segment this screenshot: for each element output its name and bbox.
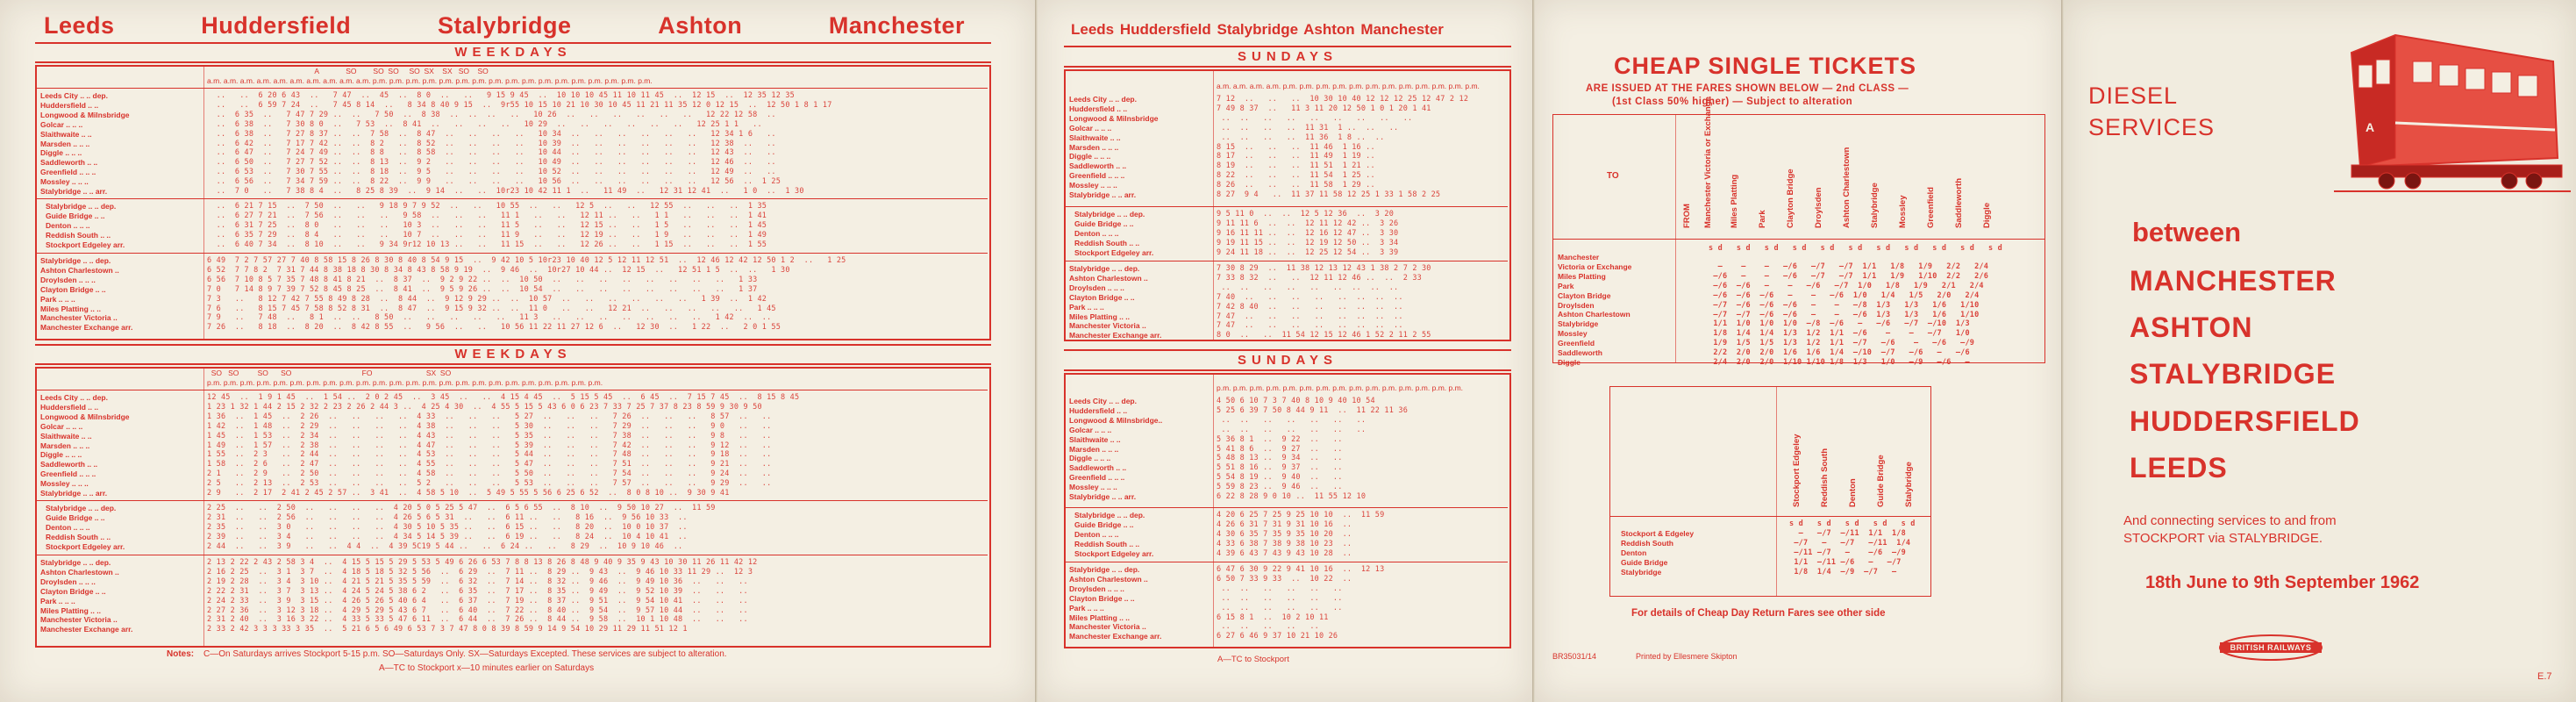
- section-rule-7: [1066, 507, 1508, 508]
- col-saddleworth: Saddleworth: [1954, 177, 1964, 228]
- col-mossley: Mossley: [1898, 195, 1908, 228]
- sunday-timetable-panel: [1038, 0, 1532, 702]
- band-rule: [35, 61, 991, 63]
- times-bottom-section-b: 2 25 .. .. 2 50 .. .. .. .. 4 20 5 0 5 25 5 47 .. 6 5 6 55 .. 8 10 .. 9 50 10 27 .. 11 59 2 31 .. .. 2 56 .. .. .. .. 4 26 5 6 5 31 .. .. 6 11 .. .. 8 16 .. 9 56 10 33 .. 2 35 .. .. 3 0 .. .. .. .. 4 30 5 10 5 35 .. .. 6 15 .. .. 8 20 .. 10 0 10 37 .. 2 39 .. .. 3 4 .. .. .. .. 4 34 5 14 5 39 .. .. 6 19 .. .. 8 24 .. 10 4 10 41 .. 2 44 .. .. 3 9 .. .. 4 4 .. 4 39 5C19 5 44 .. .. 6 24 .. .. 8 29 .. 10 9 10 46 ..: [207, 504, 716, 551]
- stations-top-section-a: Leeds City .. .. dep. Huddersfield .. .. Longwood & Milnsbridge Golcar .. .. .. Slaithwaite .. .. Marsden .. .. .. Diggle .. .. .. Saddleworth .. .. Greenfield .. .. .. Mossley .. .. .. Stalybridge .. .. arr.: [40, 91, 130, 197]
- col-manchester: Manchester Victoria or Exchange: [1703, 97, 1713, 228]
- fare-destinations: Manchester Victoria or Exchange Miles Platting Park Clayton Bridge Droylsden Ashton Charlestown Stalybridge Mossley Greenfield Saddleworth Diggle: [1558, 253, 1632, 367]
- header-rule: [37, 88, 988, 89]
- sunday-times-top-c: 7 30 8 29 .. 11 38 12 13 12 43 1 38 2 7 2 30 7 33 8 32 .. .. 12 11 12 46 .. .. 2 33 .. .. .. .. .. .. .. .. .. 7 40 .. .. .. .. .. .. .. .. 7 42 8 40 .. .. .. .. .. .. .. 7 47 .. .. .. .. .. .. .. .. 7 47 .. .. .. .. .. .. .. .. 8 0 .. .. 11 54 12 15 12 46 1 52 2 11 2 55: [1217, 264, 1431, 340]
- cheap-tickets-subtitle-2: (1st Class 50% higher) — Subject to alteration: [1612, 97, 1853, 107]
- cheap-tickets-panel: [1535, 0, 2061, 702]
- sunday-times-top-a: 7 12 .. .. .. 10 30 10 40 12 12 12 25 12 47 2 12 7 49 8 37 .. 11 3 11 20 12 50 1 0 1 20 1 41 .. .. .. .. .. .. .. .. .. .. .. .. .. 11 31 1 .. .. .. .. .. .. .. 11 36 1 8 .. .. 8 15 .. .. .. 11 46 1 16 .. 8 17 .. .. .. 11 49 1 19 .. 8 19 .. .. .. 11 51 1 21 .. 8 22 .. .. .. 11 54 1 25 .. 8 26 .. .. .. 11 58 1 29 .. 8 27 9 4 .. 11 37 11 58 12 25 1 33 1 58 2 25: [1217, 95, 1469, 200]
- place-leeds: LEEDS: [2130, 452, 2228, 484]
- logo-text: BRITISH RAILWAYS: [2230, 643, 2312, 652]
- times-top-section-c: 6 49 7 2 7 57 27 7 40 8 58 15 8 26 8 30 8 40 8 54 9 15 .. 9 42 10 5 10r23 10 40 12 5 12 11 12 51 .. 12 46 12 42 12 50 1 2 .. 1 25 6 52 7 7 8 2 7 31 7 44 8 38 18 8 30 8 34 8 43 8 58 9 19 .. 9 46 .. 10r27 10 44 .. 12 15 .. 12 51 1 5 .. .. 1 30 6 56 7 10 8 5 7 35 7 48 8 41 8 21 .. 8 37 .. 9 2 9 22 .. .. 10 50 .. .. .. .. .. .. .. .. 1 33 7 0 7 14 8 9 7 39 7 52 8 45 8 25 .. 8 41 .. 9 5 9 26 .. .. 10 54 .. .. .. .. .. .. .. .. 1 37 7 3 .. 8 12 7 42 7 55 8 49 8 28 .. 8 44 .. 9 12 9 29 .. .. 10 57 .. .. .. .. .. .. 1 39 .. 1 42 7 6 .. 8 15 7 45 7 58 8 52 8 31 .. 8 47 .. 9 15 9 32 .. .. 11 0 .. .. 12 21 .. .. .. .. .. 1 45 7 9 .. 7 48 .. 8 1 .. .. 8 50 .. .. .. .. .. 11 3 .. .. .. .. .. .. .. 1 42 .. .. 7 26 .. 8 18 .. 8 20 .. 8 42 8 55 .. 9 56 .. .. 10 56 11 22 11 27 12 6 .. 12 30 .. 1 22 .. 2 0 1 55: [207, 256, 846, 333]
- between-word: between: [2132, 217, 2242, 247]
- sunday-stations-top-c: Stalybridge .. .. dep. Ashton Charlestown .. Droylsden .. .. .. Clayton Bridge .. .. Park .. .. .. Miles Platting .. .. Manchester Victoria .. Manchester Exchange arr.: [1069, 264, 1162, 340]
- col-greenfield: Greenfield: [1926, 187, 1936, 228]
- station-column-divider-3: [1213, 69, 1214, 340]
- connecting-services-line-1: And connecting services to and from: [2123, 513, 2337, 528]
- station-column-divider-2: [203, 367, 204, 646]
- service-codes-row-2: SO SO SO SO FO SX SO: [207, 369, 452, 377]
- times-bottom-section-c: 2 13 2 22 2 43 2 58 3 4 .. 4 15 5 15 5 29 5 53 5 49 6 26 6 53 7 8 8 13 8 26 8 48 9 40 9 35 9 43 10 30 11 26 11 42 12 2 16 2 25 .. 3 1 3 7 .. 4 18 5 18 5 32 5 56 .. 6 29 .. 7 11 .. 8 29 .. 9 43 .. 9 46 10 33 11 29 .. 12 3 2 19 2 28 .. 3 4 3 10 .. 4 21 5 21 5 35 5 59 .. 6 32 .. 7 14 .. 8 32 .. 9 46 .. 9 49 10 36 .. .. .. 2 22 2 31 .. 3 7 3 13 .. 4 24 5 24 5 38 6 2 .. 6 35 .. 7 17 .. 8 35 .. 9 49 .. 9 52 10 39 .. .. .. 2 24 2 33 .. 3 9 3 15 .. 4 26 5 26 5 40 6 4 .. 6 37 .. 7 19 .. 8 37 .. 9 51 .. 9 54 10 41 .. .. .. 2 27 2 36 .. 3 12 3 18 .. 4 29 5 29 5 43 6 7 .. 6 40 .. 7 22 .. 8 40 .. 9 54 .. 9 57 10 44 .. .. .. 2 31 2 40 .. 3 16 3 22 .. 4 33 5 33 5 47 6 11 .. 6 44 .. 7 26 .. 8 44 .. 9 58 .. 10 1 10 48 .. .. .. 2 33 2 42 3 3 3 33 3 35 .. 5 21 6 5 6 49 6 53 7 3 7 47 8 0 8 39 8 59 9 14 9 54 10 29 11 29 11 51 12 1: [207, 558, 758, 634]
- col2-guide-bridge: Guide Bridge: [1876, 455, 1886, 507]
- stations-bottom-section-a: Leeds City .. .. dep. Huddersfield .. .. Longwood & Milnsbridge Golcar .. .. .. Slaithwaite .. .. Marsden .. .. .. Diggle .. .. .. Saddleworth .. .. Greenfield .. .. .. Mossley .. .. .. Stalybridge .. .. arr.: [40, 393, 130, 498]
- diesel-train-illustration: [2334, 26, 2571, 202]
- section-rule-3: [37, 500, 988, 501]
- col-clayton-bridge: Clayton Bridge: [1786, 168, 1795, 228]
- town-manchester: Manchester: [828, 12, 965, 39]
- town-stalybridge: Stalybridge: [437, 12, 572, 39]
- band-weekdays-bottom: WEEKDAYS: [454, 347, 572, 362]
- town-leeds: Leeds: [44, 12, 115, 39]
- ampm-row-3: a.m. a.m. a.m. a.m. p.m. p.m. p.m. p.m. p.m. p.m. p.m. p.m. p.m. p.m. p.m. p.m.: [1217, 82, 1480, 90]
- service-codes-row: A SO SO SO SO SX SX SO SO: [207, 67, 489, 75]
- british-railways-logo: [2216, 634, 2325, 662]
- ampm-row: a.m. a.m. a.m. a.m. a.m. a.m. a.m. a.m. a.m. a.m. p.m. p.m. p.m. p.m. p.m. p.m. p.m. p.m. p.m. p.m. p.m. p.m. p.m. p.m. p.m. p.m. p.m.: [207, 76, 653, 85]
- sunday-stations-bottom-c: Stalybridge .. .. dep. Ashton Charlestown .. Droylsden .. .. .. Clayton Bridge .. .. Park .. .. .. Miles Platting .. .. Manchester Victoria .. Manchester Exchange arr.: [1069, 565, 1162, 641]
- sunday-stations-bottom-b: Stalybridge .. .. dep. Guide Bridge .. .. Denton .. .. .. Reddish South .. .. Stockport Edgeley arr.: [1074, 511, 1154, 558]
- stations-top-section-c: Stalybridge .. .. dep. Ashton Charlestown .. Droylsden .. .. .. Clayton Bridge .. .. Park .. .. .. Miles Platting .. .. Manchester Victoria .. Manchester Exchange arr.: [40, 256, 133, 333]
- svg-text:A: A: [2365, 120, 2375, 134]
- place-stalybridge: STALYBRIDGE: [2130, 358, 2337, 390]
- leaflet-code: E.7: [2537, 671, 2552, 682]
- col-miles-platting: Miles Platting: [1730, 174, 1739, 228]
- sunday-note: A—TC to Stockport: [1217, 655, 1289, 664]
- from-header: FROM: [1682, 204, 1692, 228]
- station-column-divider: [203, 65, 204, 339]
- stockport-header-rule: [1609, 516, 1931, 517]
- notes-line-2: A—TC to Stockport x—10 minutes earlier on Saturdays: [379, 663, 595, 673]
- col-droylsden: Droylsden: [1814, 187, 1823, 228]
- sunday-times-top-b: 9 5 11 0 .. .. 12 5 12 36 .. 3 20 9 11 11 6 .. .. 12 11 12 42 .. 3 26 9 16 11 11 .. .. 12 16 12 47 .. 3 30 9 19 11 15 .. .. 12 19 12 50 .. 3 34 9 24 11 18 .. .. 12 25 12 54 .. 3 39: [1217, 210, 1399, 257]
- sunday-stations-bottom-a: Leeds City .. .. dep. Huddersfield .. .. Longwood & Milnsbridge.. Golcar .. .. .. Slaithwaite .. .. Marsden .. .. .. Diggle .. .. .. Saddleworth .. .. Greenfield .. .. .. Mossley .. .. .. Stalybridge .. .. arr.: [1069, 397, 1163, 502]
- sunday-times-bottom-b: 4 20 6 25 7 25 9 25 10 10 .. 11 59 4 26 6 31 7 31 9 31 10 16 .. 4 30 6 35 7 35 9 35 10 20 .. 4 33 6 38 7 38 9 38 10 23 .. 4 39 6 43 7 43 9 43 10 28 ..: [1217, 511, 1385, 558]
- sunday-times-bottom-c: 6 47 6 30 9 22 9 41 10 16 .. 12 13 6 50 7 33 9 33 .. 10 22 .. .. .. .. .. .. .. .. .. .. .. .. .. .. .. .. .. .. .. 6 15 8 1 .. 10 2 10 11 .. .. .. .. .. 6 27 6 46 9 37 10 21 10 26: [1217, 565, 1385, 641]
- band-sundays-top: SUNDAYS: [1238, 49, 1338, 64]
- sunday-stations-top-b: Stalybridge .. .. dep. Guide Bridge .. .. Denton .. .. .. Reddish South .. .. Stockport Edgeley arr.: [1074, 210, 1154, 257]
- stations-bottom-section-c: Stalybridge .. .. dep. Ashton Charlestown .. Droylsden .. .. .. Clayton Bridge .. .. Park .. .. .. Miles Platting .. .. Manchester Victoria .. Manchester Exchange arr.: [40, 558, 133, 634]
- col-diggle: Diggle: [1982, 202, 1992, 228]
- connecting-services-line-2: STOCKPORT via STALYBRIDGE.: [2123, 531, 2323, 546]
- town-huddersfield: Huddersfield: [201, 12, 352, 39]
- col2-denton: Denton: [1848, 478, 1858, 507]
- ampm-row-2: p.m. p.m. p.m. p.m. p.m. p.m. p.m. p.m. p.m. p.m. p.m. p.m. p.m. p.m. p.m. p.m. p.m. p.m. p.m. p.m. p.m. p.m. p.m. p.m.: [207, 378, 603, 387]
- section-rule-2: [37, 253, 988, 254]
- town-ashton: Ashton: [658, 12, 743, 39]
- top-rule: [35, 42, 991, 44]
- band-sundays-bottom: SUNDAYS: [1238, 353, 1338, 368]
- col-park: Park: [1758, 210, 1767, 228]
- col2-stockport: Stockport Edgeley: [1792, 433, 1802, 507]
- fares-units-row: s d s d s d s d s d s d s d s d s d s d s d: [1709, 244, 2002, 253]
- diesel-heading: DIESEL: [2088, 82, 2179, 109]
- stations-top-section-b: Stalybridge .. .. dep. Guide Bridge .. .. Denton .. .. .. Reddish South .. .. Stockport Edgeley arr.: [46, 202, 125, 249]
- fares-header-rule: [1552, 239, 2045, 240]
- stations-bottom-section-b: Stalybridge .. .. dep. Guide Bridge .. .. Denton .. .. .. Reddish South .. .. Stockport Edgeley arr.: [46, 504, 125, 551]
- times-top-section-b: .. 6 21 7 15 .. 7 50 .. .. 9 18 9 7 9 52 .. .. 10 55 .. .. 12 5 .. .. 12 55 .. .. .. 1 35 .. 6 27 7 21 .. 7 56 .. .. .. 9 58 .. .. .. 11 1 .. .. 12 11 .. .. 1 1 .. .. .. 1 41 .. 6 31 7 25 .. 8 0 .. .. .. 10 3 .. .. .. 11 5 .. .. 12 15 .. .. 1 5 .. .. .. 1 45 .. 6 35 7 29 .. 8 4 .. .. .. 10 7 .. .. .. 11 9 .. .. 12 19 .. .. 1 9 .. .. .. 1 49 .. 6 40 7 34 .. 8 10 .. .. 9 34 9r12 10 13 .. .. 11 15 .. .. 12 26 .. .. 1 15 .. .. .. 1 55: [216, 202, 767, 249]
- notes-label: Notes:: [167, 649, 195, 659]
- cover-panel: [2064, 0, 2576, 702]
- to-label: TO: [1607, 171, 1619, 181]
- notes-line-1: C—On Saturdays arrives Stockport 5-15 p.m. SO—Saturdays Only. SX—Saturdays Excepted. These services are subject to alteration.: [203, 649, 727, 659]
- bottom-band-rule-4: [1064, 369, 1511, 371]
- weekday-timetable-panel: [0, 0, 1035, 702]
- print-reference: BR35031/14: [1552, 652, 1597, 661]
- stockport-fare-values: — —/7 —/11 1/1 1/8 —/7 — —/7 —/11 1/4 —/11 —/7 — —/6 —/9 1/1 —/11 —/6 — —/7 1/8 1/4 —/9 —/7 —: [1789, 529, 1911, 577]
- printer-credit: Printed by Ellesmere Skipton: [1636, 652, 1738, 661]
- col-ashton-charlestown: Ashton Charlestown: [1842, 147, 1852, 228]
- fare-values: — — — —/6 —/7 —/7 1/1 1/8 1/9 2/2 2/4 —/6 — — —/6 —/7 —/7 1/1 1/9 1/10 2/2 2/6 —/6 —/6 — — —/6 —/7 1/0 1/8 1/9 2/1 2/4 —/6 —/6 —/6 — — —/6 1/0 1/4 1/5 2/0 2/4 —/7 —/6 —/6 —/6 — — —/8 1/3 1/3 1/6 1/10 —/7 —/7 —/6 —/6 — — —/6 1/3 1/3 1/6 1/10 1/1 1/0 1/0 1/0 —/8 —/6 — —/6 —/7 —/10 1/3 1/8 1/4 1/4 1/3 1/2 1/1 —/6 — — —/7 1/0 1/9 1/5 1/5 1/3 1/2 1/1 —/7 —/6 — —/6 —/9 2/2 2/0 2/0 1/6 1/6 1/4 —/10 —/7 —/6 — —/6 2/4 2/0 2/0 1/10 1/10 1/8 1/3 1/0 —/9 —/6 —: [1709, 262, 1989, 368]
- sunday-times-bottom-a: 4 50 6 10 7 3 7 40 8 10 9 40 10 54 5 25 6 39 7 50 8 44 9 11 .. 11 22 11 36 .. .. .. .. .. .. .. .. .. .. .. .. .. .. 5 36 8 1 .. 9 22 .. .. 5 41 8 6 .. 9 27 .. .. 5 48 8 13 .. 9 34 .. .. 5 51 8 16 .. 9 37 .. .. 5 54 8 19 .. 9 40 .. .. 5 59 8 23 .. 9 46 .. .. 6 22 8 28 9 0 10 .. 11 55 12 10: [1217, 397, 1409, 502]
- times-bottom-section-a: 12 45 .. 1 9 1 45 .. 1 54 .. 2 0 2 45 .. 3 45 .. .. 4 15 4 45 .. 5 15 5 45 .. 6 45 .. 7 15 7 45 .. 8 15 8 45 1 23 1 32 1 44 2 15 2 32 2 23 2 26 2 44 3 .. 4 25 4 30 .. 4 55 5 15 5 43 6 0 6 23 7 33 7 25 7 37 8 23 8 59 9 30 9 50 1 36 .. 1 45 .. 2 26 .. .. .. .. 4 33 .. .. .. 5 27 .. .. .. 7 26 .. .. .. 8 57 .. .. 1 42 .. 1 48 .. 2 29 .. .. .. .. 4 38 .. .. .. 5 30 .. .. .. 7 29 .. .. .. 9 0 .. .. 1 45 .. 1 53 .. 2 34 .. .. .. .. 4 43 .. .. .. 5 35 .. .. .. 7 38 .. .. .. 9 8 .. .. 1 49 .. 1 57 .. 2 38 .. .. .. .. 4 47 .. .. .. 5 39 .. .. .. 7 42 .. .. .. 9 12 .. .. 1 55 .. 2 3 .. 2 44 .. .. .. .. 4 53 .. .. .. 5 44 .. .. .. 7 48 .. .. .. 9 18 .. .. 1 58 .. 2 6 .. 2 47 .. .. .. .. 4 55 .. .. .. 5 47 .. .. .. 7 51 .. .. .. 9 21 .. .. 2 1 .. 2 9 .. 2 50 .. .. .. .. 4 58 .. .. .. 5 50 .. .. .. 7 54 .. .. .. 9 24 .. .. 2 5 .. 2 13 .. 2 53 .. .. .. .. 5 2 .. .. .. 5 53 .. .. .. 7 57 .. .. .. 9 29 .. .. 2 9 .. 2 17 2 41 2 45 2 57 .. 3 41 .. 4 58 5 10 .. 5 49 5 55 5 56 6 25 6 52 .. 8 0 8 10 .. 9 30 9 41: [207, 393, 800, 498]
- col-stalybridge: Stalybridge: [1870, 183, 1880, 228]
- band-weekdays-top: WEEKDAYS: [454, 45, 572, 60]
- place-manchester: MANCHESTER: [2130, 265, 2337, 297]
- col2-reddish: Reddish South: [1820, 448, 1830, 507]
- section-rule: [37, 198, 988, 199]
- cheap-tickets-title: CHEAP SINGLE TICKETS: [1614, 53, 1917, 79]
- top-rule-2: [1064, 46, 1511, 47]
- sunday-stations-top-a: Leeds City .. .. dep. Huddersfield .. .. Longwood & Milnsbridge Golcar .. .. .. Slaithwaite .. .. Marsden .. .. .. Diggle .. .. .. Saddleworth .. .. Greenfield .. .. .. Mossley .. .. .. Stalybridge .. .. arr.: [1069, 95, 1159, 200]
- route-heading-sunday: Leeds Huddersfield Stalybridge Ashton Manchester: [1071, 21, 1444, 38]
- services-heading: SERVICES: [2088, 114, 2216, 140]
- stockport-divider: [1776, 386, 1777, 597]
- bottom-band-rule: [35, 344, 991, 346]
- stockport-destinations: Stockport & Edgeley Reddish South Denton Guide Bridge Stalybridge: [1621, 529, 1695, 577]
- stockport-units-row: s d s d s d s d s d: [1789, 519, 1916, 528]
- place-ashton: ASHTON: [2130, 312, 2253, 343]
- col2-stalybridge: Stalybridge: [1904, 462, 1914, 507]
- route-heading: [44, 12, 965, 39]
- bottom-band-rule-3: [1064, 349, 1511, 351]
- band-rule-3: [1064, 66, 1511, 68]
- day-return-note: For details of Cheap Day Return Fares see other side: [1631, 608, 1886, 619]
- validity-dates: 18th June to 9th September 1962: [2145, 573, 2420, 592]
- bottom-band-rule-2: [35, 363, 991, 365]
- ampm-row-4: p.m. p.m. p.m. p.m. p.m. p.m. p.m. p.m. p.m. p.m. p.m. p.m. p.m. p.m. p.m.: [1217, 383, 1464, 392]
- place-huddersfield: HUDDERSFIELD: [2130, 405, 2360, 437]
- section-rule-5: [1066, 206, 1508, 207]
- station-column-divider-4: [1213, 373, 1214, 647]
- times-top-section-a: .. .. 6 20 6 43 .. 7 47 .. 45 .. 8 0 .. .. 9 15 9 45 .. 10 10 10 45 11 10 11 45 .. 12 15 .. 12 35 12 35 .. .. 6 59 7 24 .. 7 45 8 14 .. 8 34 8 40 9 15 .. 9r55 10 15 10 21 10 30 10 45 11 21 11 35 12 0 12 15 .. 12 50 1 8 1 17 .. 6 35 .. 7 47 7 29 .. .. 7 50 .. 8 38 .. .. .. .. 10 26 .. .. .. .. .. .. 12 22 12 58 .. .. 6 38 .. 7 30 8 0 .. 7 53 .. 8 41 .. .. .. .. 10 29 .. .. .. .. .. .. 12 25 1 1 .. .. 6 38 .. 7 27 8 37 .. .. 7 58 .. 8 47 .. .. .. .. 10 34 .. .. .. .. .. .. 12 34 1 6 .. .. 6 42 .. 7 17 7 42 .. .. 8 2 .. 8 52 .. .. .. .. 10 39 .. .. .. .. .. .. 12 38 .. .. .. 6 47 .. 7 24 7 49 .. .. 8 8 .. 8 58 .. .. .. .. 10 44 .. .. .. .. .. .. 12 43 .. .. .. 6 50 .. 7 27 7 52 .. .. 8 13 .. 9 2 .. .. .. .. 10 49 .. .. .. .. .. .. 12 46 .. .. .. 6 53 .. 7 30 7 55 .. .. 8 18 .. 9 5 .. .. .. .. 10 52 .. .. .. .. .. .. 12 49 .. .. .. 6 56 .. 7 34 7 59 .. .. 8 22 .. 9 9 .. .. .. .. 10 56 .. .. .. .. .. .. 12 56 .. 1 25 .. 7 0 .. 7 38 8 4 .. 8 25 8 39 .. 9 14 .. .. 10r23 10 42 11 1 .. 11 49 .. 12 31 12 41 .. 1 0 .. 1 30: [216, 91, 832, 197]
- cheap-tickets-subtitle-1: ARE ISSUED AT THE FARES SHOWN BELOW — 2nd CLASS —: [1586, 83, 1909, 94]
